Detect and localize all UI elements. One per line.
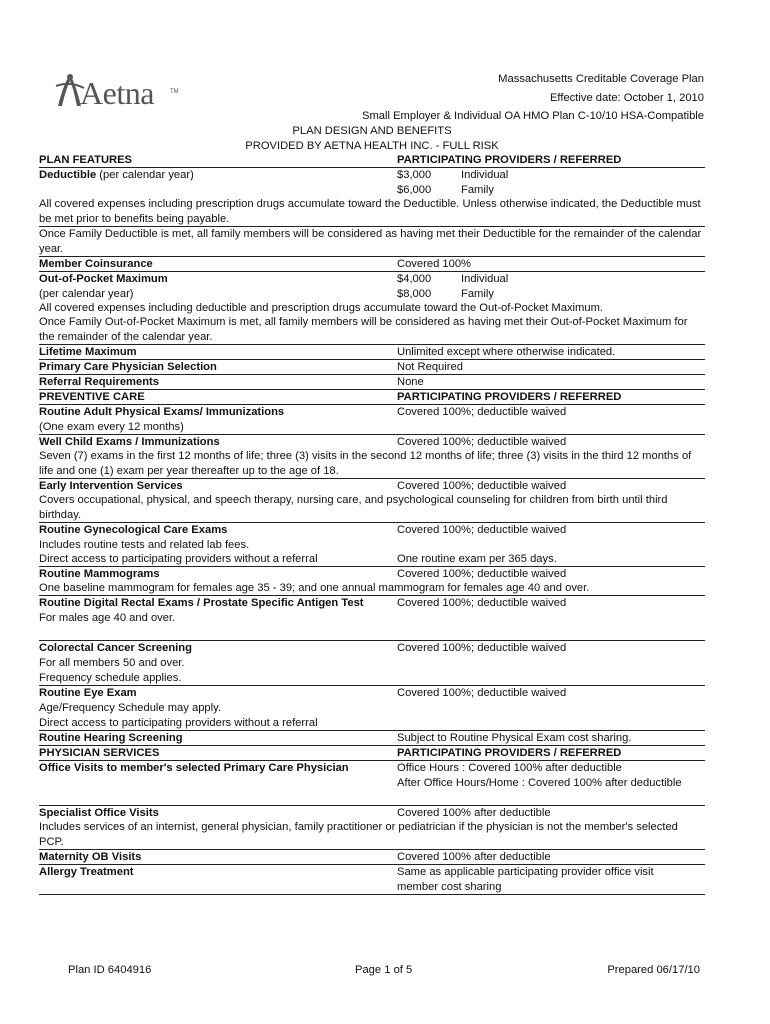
benefit-amount: $6,000: [397, 184, 432, 196]
benefit-label-line: [39, 851, 141, 863]
benefit-label-line: [39, 866, 134, 878]
benefit-value-cell: [397, 567, 697, 582]
benefit-qualifier: Direct access to participating providers without a referral: [39, 553, 318, 565]
benefit-detail: Frequency schedule applies.: [39, 672, 182, 684]
benefit-row: [39, 581, 705, 596]
benefit-row: [39, 865, 705, 895]
benefit-name: Maternity OB Visits: [39, 851, 142, 863]
benefit-value: Covered 100%; deductible waived: [397, 687, 567, 699]
benefit-name: Deductible: [39, 169, 97, 181]
prepared-date: Prepared 06/17/10: [607, 964, 700, 976]
benefit-row: [39, 257, 705, 272]
benefit-name: Office Visits to member's selected Primary Care Physician: [39, 762, 349, 774]
benefit-label-cell: [39, 850, 397, 865]
benefit-value: One routine exam per 365 days.: [397, 553, 557, 565]
page-number: Page 1 of 5: [355, 964, 413, 976]
benefit-value-cell: [397, 761, 697, 791]
benefit-value-cell: [397, 865, 697, 895]
benefit-name: Member Coinsurance: [39, 258, 153, 270]
benefit-label-cell: [39, 168, 397, 183]
benefit-tier: Family: [461, 184, 494, 196]
benefit-tier: Individual: [461, 169, 509, 181]
benefit-value: Covered 100% after deductible: [397, 851, 551, 863]
benefit-value-cell: [397, 360, 697, 375]
benefit-note: Includes services of an internist, general physician, family practitioner or pediatrician if the physician is not the member's selected PCP.: [39, 821, 678, 848]
benefit-label-line: [39, 732, 183, 744]
benefit-row: [39, 345, 705, 360]
benefit-value: Covered 100%; deductible waived: [397, 642, 567, 654]
benefit-tier: Individual: [461, 273, 509, 285]
section-header-row: [39, 746, 705, 761]
benefit-value-cell: [397, 375, 697, 390]
benefit-label-cell: [39, 865, 397, 880]
benefit-row: [39, 272, 705, 301]
benefit-value-cell: [397, 435, 697, 450]
benefit-detail: Direct access to participating providers without a referral: [39, 717, 318, 729]
benefit-row: [39, 552, 705, 567]
benefit-name: Lifetime Maximum: [39, 346, 137, 358]
benefit-label-cell: [39, 523, 397, 553]
benefit-label-line: [39, 258, 153, 270]
benefit-row: [39, 567, 705, 581]
benefit-name: Routine Adult Physical Exams/ Immunizations: [39, 406, 285, 418]
doc-title: PLAN DESIGN AND BENEFITS: [292, 125, 452, 137]
benefit-label-line: [39, 273, 168, 285]
section-column-title: PARTICIPATING PROVIDERS / REFERRED: [397, 154, 622, 166]
benefit-value: After Office Hours/Home : Covered 100% after deductible: [397, 777, 682, 789]
benefit-row: [39, 493, 705, 523]
benefit-value: Covered 100%; deductible waived: [397, 524, 567, 536]
benefit-name: Routine Digital Rectal Exams / Prostate Specific Antigen Test: [39, 597, 364, 609]
benefit-value-cell: [397, 479, 697, 494]
aetna-logo-tm: TM: [170, 89, 179, 95]
benefit-row: [39, 523, 705, 552]
benefit-value-cell: [397, 731, 697, 746]
doc-subtitle: PROVIDED BY AETNA HEALTH INC. - FULL RISK: [245, 140, 499, 152]
benefit-value-cell: [397, 523, 697, 538]
benefit-label-line: [39, 346, 137, 358]
benefit-detail: (per calendar year): [39, 288, 134, 300]
benefit-name: Referral Requirements: [39, 376, 159, 388]
benefit-label-cell: [39, 641, 397, 686]
benefit-label-cell: [39, 345, 397, 360]
benefit-detail: (One exam every 12 months): [39, 421, 184, 433]
benefit-value: Unlimited except where otherwise indicated.: [397, 346, 616, 358]
benefit-label-line: [39, 436, 220, 448]
section-column-title: PARTICIPATING PROVIDERS / REFERRED: [397, 747, 622, 759]
benefit-value-cell: [397, 168, 697, 198]
benefit-value-cell: [397, 596, 697, 611]
benefit-name: Routine Hearing Screening: [39, 732, 183, 744]
benefit-note: Covers occupational, physical, and speech therapy, nursing care, and psychological counseling for children from birth until third birthday.: [39, 494, 668, 521]
benefit-qualifier: (per calendar year): [96, 169, 194, 181]
plan-subtitle: Small Employer & Individual OA HMO Plan C-10/10 HSA-Compatible: [362, 110, 704, 122]
benefit-label-line: [39, 807, 159, 819]
benefit-row: [39, 686, 705, 731]
section-header-row: [39, 390, 705, 405]
aetna-logo-text: Aetna: [80, 75, 154, 111]
benefit-detail: For males age 40 and over.: [39, 612, 176, 624]
benefit-note: Once Family Out-of-Pocket Maximum is met, all family members will be considered as having met their Out-of-Pocket Maximum for the remainder of the calendar year.: [39, 316, 688, 343]
benefit-row: [39, 360, 705, 375]
benefit-label-cell: [39, 596, 397, 626]
benefit-label-line: [39, 524, 227, 536]
benefit-value-cell: [397, 806, 697, 821]
benefit-value-cell: [397, 850, 697, 865]
benefit-label-line: [39, 480, 183, 492]
benefit-label-cell: [39, 360, 397, 375]
benefit-label-line: [39, 169, 194, 181]
benefit-name: Well Child Exams / Immunizations: [39, 436, 220, 448]
benefit-note: All covered expenses including prescription drugs accumulate toward the Deductible. Unless otherwise indicated, the Deductible must be met prior to benefits being payable.: [39, 198, 701, 225]
benefit-row: [39, 197, 705, 227]
benefit-value: None: [397, 376, 424, 388]
benefit-value: Covered 100%; deductible waived: [397, 406, 567, 418]
benefit-label-line: [39, 568, 160, 580]
benefit-label-cell: [39, 435, 397, 450]
benefit-value-cell: [397, 641, 697, 656]
benefit-row: [39, 435, 705, 449]
section-title: PREVENTIVE CARE: [39, 391, 145, 403]
benefit-row: [39, 820, 705, 850]
benefit-row: [39, 301, 705, 315]
benefit-value: Covered 100%; deductible waived: [397, 480, 567, 492]
benefit-row: [39, 596, 705, 641]
benefit-row: [39, 449, 705, 479]
benefit-row: [39, 761, 705, 806]
benefit-note: All covered expenses including deductible and prescription drugs accumulate toward the Out-of-Pocket Maximum.: [39, 302, 604, 314]
benefit-label-line: [39, 406, 284, 418]
benefit-row: [39, 168, 705, 197]
effective-date: Effective date: October 1, 2010: [549, 92, 704, 104]
benefit-value: Subject to Routine Physical Exam cost sharing.: [397, 732, 632, 744]
benefit-name: Specialist Office Visits: [39, 807, 159, 819]
benefit-name: Routine Gynecological Care Exams: [39, 524, 228, 536]
benefit-label-line: [39, 597, 364, 609]
benefits-table: [39, 153, 705, 895]
benefit-row: [39, 405, 705, 435]
benefit-value: Covered 100%: [397, 258, 472, 270]
benefit-name: Colorectal Cancer Screening: [39, 642, 192, 654]
benefit-label-line: [39, 762, 349, 774]
benefit-amount: $8,000: [397, 288, 432, 300]
benefit-label-cell: [39, 686, 397, 731]
benefit-label-line: [39, 361, 217, 373]
benefit-row: [39, 479, 705, 493]
benefit-value-cell: [397, 552, 697, 567]
benefit-value-cell: [397, 686, 697, 701]
benefit-value: Covered 100%; deductible waived: [397, 436, 567, 448]
benefit-name: Routine Eye Exam: [39, 687, 137, 699]
section-title: PHYSICIAN SERVICES: [39, 747, 160, 759]
benefit-amount: $4,000: [397, 273, 432, 285]
benefit-detail: Age/Frequency Schedule may apply.: [39, 702, 222, 714]
benefit-value: Covered 100% after deductible: [397, 807, 551, 819]
benefit-value-cell: [397, 405, 697, 420]
benefit-value-cell: [397, 257, 697, 272]
section-header-row: [39, 153, 705, 168]
benefit-amount: $3,000: [397, 169, 432, 181]
benefit-row: [39, 375, 705, 390]
benefit-name: Routine Mammograms: [39, 568, 160, 580]
benefit-note: Seven (7) exams in the first 12 months of life; three (3) visits in the second 12 months of life; three (3) visits in the third 12 months of life and one (1) exam per year thereafter up to the age of 18.: [39, 450, 692, 477]
section-title: PLAN FEATURES: [39, 154, 133, 166]
benefit-row: [39, 227, 705, 257]
benefit-label-cell: [39, 731, 397, 746]
section-column-title: PARTICIPATING PROVIDERS / REFERRED: [397, 391, 622, 403]
benefit-label-cell: [39, 257, 397, 272]
benefit-name: Allergy Treatment: [39, 866, 134, 878]
benefit-row: [39, 806, 705, 820]
benefit-tier: Family: [461, 288, 494, 300]
benefit-value: Covered 100%; deductible waived: [397, 568, 567, 580]
benefit-label-line: [39, 642, 192, 654]
benefit-value: Same as applicable participating provider office visit: [397, 866, 654, 878]
benefit-label-cell: [39, 567, 397, 582]
benefit-note: One baseline mammogram for females age 35 - 39; and one annual mammogram for females age 40 and over.: [39, 582, 590, 594]
benefit-row: [39, 641, 705, 686]
benefit-name: Early Intervention Services: [39, 480, 183, 492]
benefit-value: Not Required: [397, 361, 463, 373]
benefit-value-cell: [397, 272, 697, 302]
benefit-row: [39, 850, 705, 865]
benefit-name: Out-of-Pocket Maximum: [39, 273, 168, 285]
benefit-label-cell: [39, 479, 397, 494]
benefit-label-cell: [39, 552, 397, 567]
benefit-label-cell: [39, 761, 397, 776]
benefit-value: member cost sharing: [397, 881, 502, 893]
benefit-label-cell: [39, 272, 397, 302]
benefit-label-line: [39, 687, 137, 699]
benefit-row: [39, 731, 705, 746]
benefit-label-line: [39, 376, 159, 388]
benefit-detail: Includes routine tests and related lab fees.: [39, 539, 250, 551]
benefit-note: Once Family Deductible is met, all family members will be considered as having met their Deductible for the remainder of the calendar year.: [39, 228, 702, 255]
plan-id: Plan ID 6404916: [68, 964, 152, 976]
benefit-label-cell: [39, 806, 397, 821]
benefit-value-cell: [397, 345, 697, 360]
benefit-value: Covered 100%; deductible waived: [397, 597, 567, 609]
benefit-value: Office Hours : Covered 100% after deductible: [397, 762, 622, 774]
benefit-label-cell: [39, 375, 397, 390]
benefit-label-line: [39, 553, 318, 565]
benefit-label-cell: [39, 405, 397, 435]
benefit-detail: For all members 50 and over.: [39, 657, 185, 669]
plan-name: Massachusetts Creditable Coverage Plan: [498, 73, 704, 85]
benefit-name: Primary Care Physician Selection: [39, 361, 217, 373]
benefit-row: [39, 315, 705, 345]
